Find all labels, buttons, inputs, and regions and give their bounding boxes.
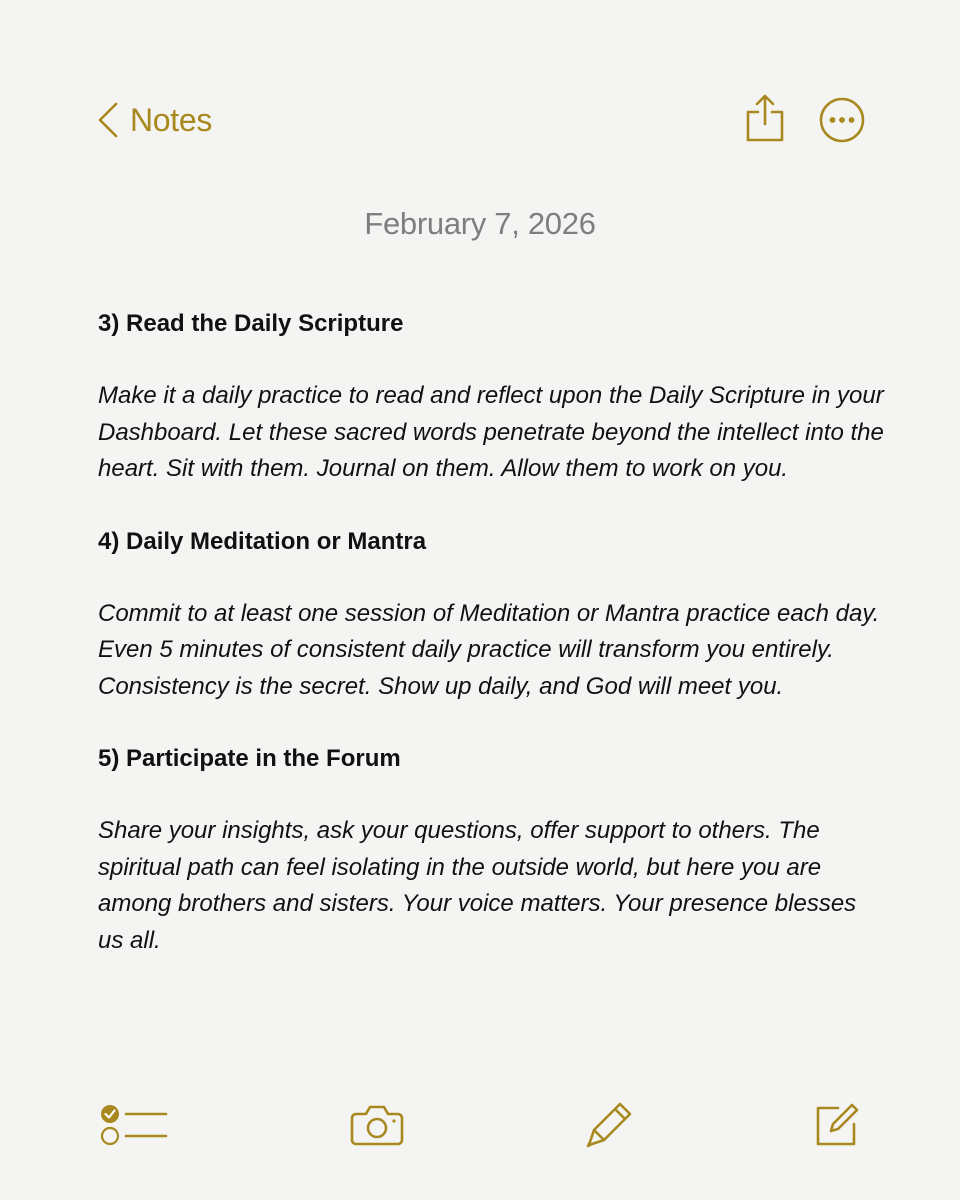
note-section bbox=[98, 741, 888, 959]
section-text: Commit to at least one session of Meditation or Mantra practice each day. Even 5 minutes of consistent daily practice will transform you entirely. Consistency is the secret. Show up daily, and God will meet you. bbox=[98, 599, 880, 700]
share-icon[interactable] bbox=[744, 92, 786, 144]
back-button[interactable] bbox=[96, 100, 212, 140]
navigation-bar bbox=[0, 92, 960, 156]
section-text: Make it a daily practice to read and reflect upon the Daily Scripture in your Dashboard. Let these sacred words penetrate beyond the intellect into the heart. Sit with them. Journal on them. Allow them to work on you. bbox=[98, 382, 884, 482]
pencil-icon[interactable] bbox=[584, 1100, 634, 1150]
section-title: 3) Read the Daily Scripture bbox=[98, 310, 404, 337]
checklist-icon[interactable] bbox=[100, 1104, 168, 1146]
chevron-left-icon bbox=[96, 100, 120, 140]
note-date: February 7, 2026 bbox=[364, 206, 596, 241]
bottom-toolbar bbox=[0, 1098, 960, 1158]
more-icon[interactable] bbox=[818, 96, 866, 144]
compose-icon[interactable] bbox=[814, 1102, 860, 1148]
section-title: 5) Participate in the Forum bbox=[98, 745, 401, 772]
note-body[interactable] bbox=[98, 306, 888, 995]
note-section bbox=[98, 306, 888, 488]
camera-icon[interactable] bbox=[350, 1104, 404, 1146]
section-title: 4) Daily Meditation or Mantra bbox=[98, 527, 427, 555]
note-section bbox=[98, 524, 888, 706]
section-text: Share your insights, ask your questions, offer support to others. The spiritual path can feel isolating in the outside world, but here you are among brothers and sisters. Your voice matters. Your presence blesses us all. bbox=[98, 817, 857, 954]
back-label: Notes bbox=[130, 101, 213, 138]
